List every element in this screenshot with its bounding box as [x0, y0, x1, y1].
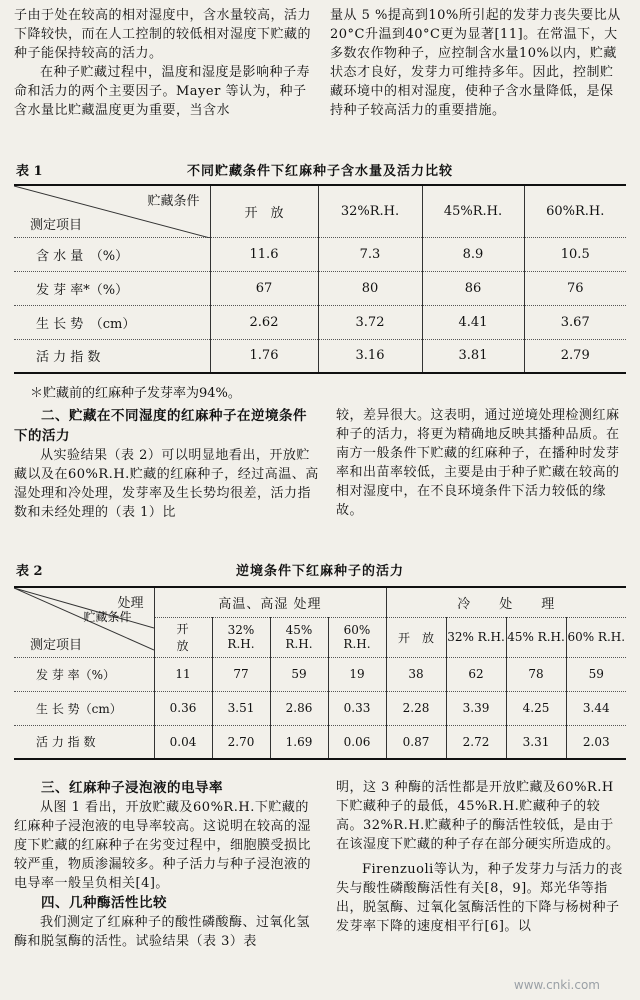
- section-heading: 二、贮藏在不同湿度的红麻种子在逆境条件下的活力: [14, 408, 307, 444]
- cell: 3.39: [446, 691, 506, 725]
- table1-title: 不同贮藏条件下红麻种子含水量及活力比较: [186, 164, 453, 179]
- cell: 1.69: [270, 725, 328, 759]
- cell: 62: [446, 657, 506, 691]
- table-row: [14, 657, 626, 691]
- row-label: 含 水 量 （%）: [14, 237, 210, 271]
- cell: 2.03: [566, 725, 626, 759]
- cell: 2.72: [446, 725, 506, 759]
- row-label: 生 长 势 （cm）: [14, 305, 210, 339]
- cell: 0.04: [154, 725, 212, 759]
- cell: 8.9: [422, 237, 524, 271]
- table2-col-header: 60% R.H.: [566, 617, 626, 657]
- table-row: [14, 271, 626, 305]
- corner-top-label: 处理: [117, 596, 144, 611]
- row-label: 生 长 势（cm）: [14, 691, 154, 725]
- cell: 78: [506, 657, 566, 691]
- cell: 10.5: [524, 237, 626, 271]
- table1-corner-cell: [14, 185, 210, 237]
- cell: 59: [566, 657, 626, 691]
- cell: 3.44: [566, 691, 626, 725]
- table1-caption: [16, 160, 624, 179]
- cell: 7.3: [318, 237, 422, 271]
- cell: 11: [154, 657, 212, 691]
- corner-bottom-label: 测定项目: [30, 217, 83, 233]
- cell: 77: [212, 657, 270, 691]
- table1-col-header: 开 放: [210, 185, 318, 237]
- table1: [14, 184, 626, 374]
- cell: 80: [318, 271, 422, 305]
- section-heading: 四、几种酶活性比较: [41, 895, 167, 911]
- table2-group-row: [14, 587, 626, 617]
- table2-col-header: 32% R.H.: [446, 617, 506, 657]
- table2-corner-cell: [14, 587, 154, 657]
- table2-col-header: 32% R.H.: [212, 617, 270, 657]
- table2-caption: [16, 560, 624, 579]
- cell: 3.81: [422, 339, 524, 373]
- paragraph: 在种子贮藏过程中，温度和湿度是影响种子寿命和活力的两个主要因子。Mayer 等认为，种子含水量比贮藏温度更为重要，当含水: [14, 65, 311, 118]
- group-header: 高温、高湿 处理: [154, 587, 386, 617]
- table2-title: 逆境条件下红麻种子的活力: [235, 564, 404, 579]
- cell: 11.6: [210, 237, 318, 271]
- cell: 0.87: [386, 725, 446, 759]
- cell: 2.62: [210, 305, 318, 339]
- cell: 3.16: [318, 339, 422, 373]
- middle-left-column: [14, 406, 320, 522]
- paragraph: 量从 5 %提高到10%所引起的发芽力丧失要比从20°C升温到40°C更为显著[11]。在常温下，大多数农作物种子，应控制含水量10%以内，贮藏状态才良好，发芽力可维持多年。因此，控制贮藏环境中的相对湿度，使种子含水量降低，是保持种子较高活力的重要措施。: [330, 8, 621, 118]
- table-row: [14, 691, 626, 725]
- paragraph: 较，差异很大。这表明，通过逆境处理检测红麻种子的活力，将更为精确地反映其播种品质。在南方一般条件下贮藏的红麻种子，在播种时发芽率和出苗率较低，主要是由于种子贮藏在较高的相对湿度中，在不良环境条件下活力较低的缘故。: [336, 408, 620, 518]
- table2-number: 表 2: [16, 564, 43, 579]
- cell: 3.51: [212, 691, 270, 725]
- cell: 0.33: [328, 691, 386, 725]
- table-row: [14, 339, 626, 373]
- table2-col-header: 开 放: [154, 617, 212, 657]
- table2-col-header: 45% R.H.: [270, 617, 328, 657]
- corner-mid-label: 贮藏条件: [83, 610, 132, 624]
- corner-bottom-label: 测定项目: [30, 637, 83, 653]
- cell: 38: [386, 657, 446, 691]
- table1-col-header: 32%R.H.: [318, 185, 422, 237]
- paragraph: Firenzuoli等认为，种子发芽力与活力的丧失与酸性磷酸酶活性有关[8，9]。郑光华等指出，脱氢酶、过氧化氢酶活性的下降与杨树种子发芽率下降的速度相平行[6]。以: [336, 862, 623, 934]
- cell: 0.06: [328, 725, 386, 759]
- cell: 67: [210, 271, 318, 305]
- paragraph: 从实验结果（表 2）可以明显地看出，开放贮藏以及在60%R.H.贮藏的红麻种子，经过高温、高湿处理和冷处理，发芽率及生长势均很差，活力指数和未经处理的（表 1）比: [14, 448, 319, 520]
- cell: 3.67: [524, 305, 626, 339]
- table1-number: 表 1: [16, 164, 43, 179]
- table-row: [14, 305, 626, 339]
- table2-col-header: 45% R.H.: [506, 617, 566, 657]
- cell: 3.31: [506, 725, 566, 759]
- cell: 86: [422, 271, 524, 305]
- cell: 2.70: [212, 725, 270, 759]
- cell: 76: [524, 271, 626, 305]
- cell: 4.25: [506, 691, 566, 725]
- cell: 2.79: [524, 339, 626, 373]
- table2-col-header: 开 放: [386, 617, 446, 657]
- cell: 4.41: [422, 305, 524, 339]
- watermark: www.cnki.com: [513, 978, 600, 992]
- paragraph: 子由于处在较高的相对湿度中，含水量较高，活力下降较快，而在人工控制的较低相对湿度下贮藏的种子能保持较高的活力。: [14, 8, 312, 61]
- paragraph: 明，这 3 种酶的活性都是开放贮藏及60%R.H下贮藏种子的最低，45%R.H.贮藏种子的较高。32%R.H.贮藏种子的酶活性较低，是由于在该湿度下贮藏的种子存在部分硬实所造成的。: [336, 780, 620, 852]
- table2-col-header: 60% R.H.: [328, 617, 386, 657]
- cell: 59: [270, 657, 328, 691]
- bottom-left-column: [14, 778, 320, 951]
- top-left-column: [14, 6, 314, 120]
- table1-col-header: 60%R.H.: [524, 185, 626, 237]
- row-label: 活 力 指 数: [14, 725, 154, 759]
- cell: 1.76: [210, 339, 318, 373]
- cell: 19: [328, 657, 386, 691]
- row-label: 活 力 指 数: [14, 339, 210, 373]
- cell: 2.28: [386, 691, 446, 725]
- cell: 2.86: [270, 691, 328, 725]
- table2: [14, 586, 626, 760]
- row-label: 发 芽 率*（%）: [14, 271, 210, 305]
- bottom-right-column: [336, 778, 626, 936]
- row-label: 发 芽 率（%）: [14, 657, 154, 691]
- top-right-column: [330, 6, 626, 120]
- paragraph: 我们测定了红麻种子的酸性磷酸酶、过氧化氢酶和脱氢酶的活性。试验结果（表 3）表: [14, 915, 311, 949]
- section-heading: 三、红麻种子浸泡液的电导率: [41, 780, 223, 796]
- cell: 3.72: [318, 305, 422, 339]
- table-row: [14, 725, 626, 759]
- table-row: [14, 237, 626, 271]
- group-header: 冷 处 理: [386, 587, 626, 617]
- table1-footnote: ＊贮藏前的红麻种子发芽率为94%。: [30, 386, 241, 401]
- table1-col-header: 45%R.H.: [422, 185, 524, 237]
- paragraph: 从图 1 看出，开放贮藏及60%R.H.下贮藏的红麻种子浸泡液的电导率较高。这说明在较高的湿度下贮藏的红麻种子在劣变过程中，细胞膜受损比较严重，物质渗漏较多。种子活力与种子浸泡液的电导率一般呈负相关[4]。: [14, 800, 312, 891]
- cell: 0.36: [154, 691, 212, 725]
- table1-header-row: [14, 185, 626, 237]
- middle-right-column: [336, 406, 626, 520]
- corner-top-label: 贮藏条件: [147, 194, 200, 209]
